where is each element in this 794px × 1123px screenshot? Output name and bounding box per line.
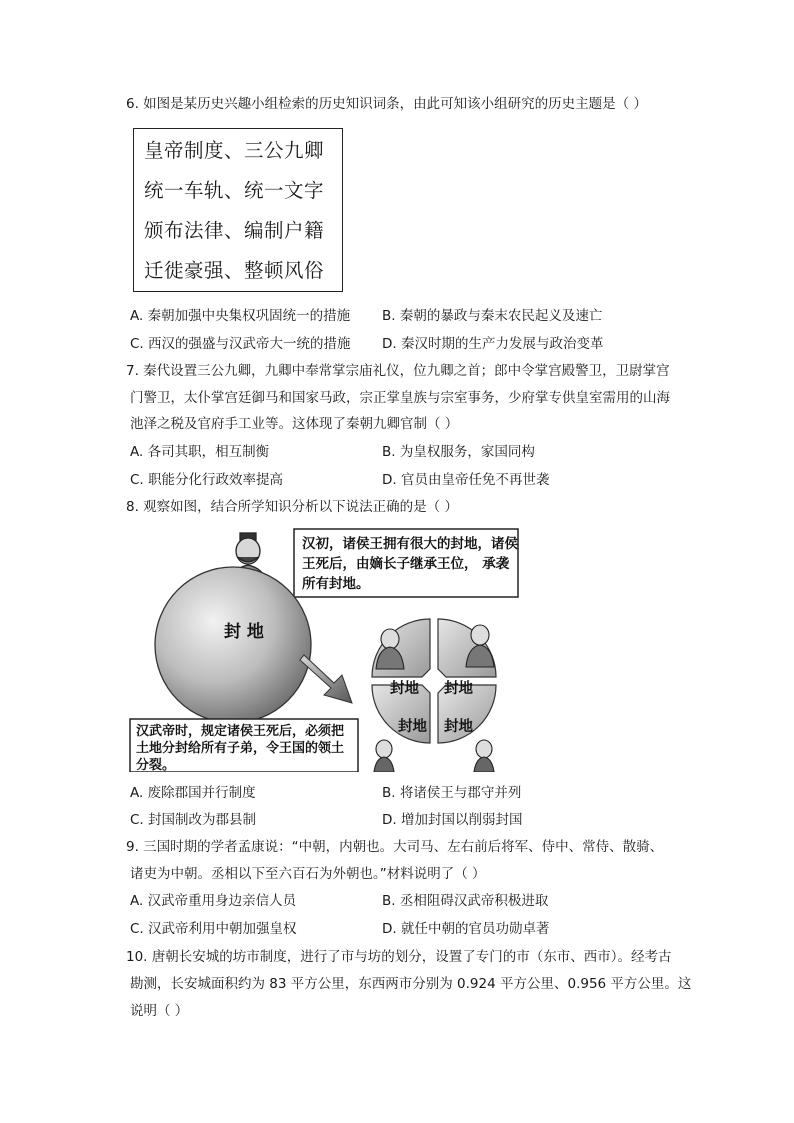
q7-stem-line: 门警卫，太仆掌宫廷御马和国家马政，宗正掌皇族与宗室事务，少府掌专供皇室需用的山海: [130, 390, 670, 406]
bottom-caption-box: [130, 719, 358, 772]
q6-option-a[interactable]: A. 秦朝加强中央集权巩固统一的措施: [130, 308, 351, 324]
top-caption-line: 所有封地。: [302, 576, 370, 592]
big-ball: [155, 567, 311, 723]
q7-option-d[interactable]: D. 官员由皇帝任免不再世袭: [382, 472, 550, 488]
q7-stem-line: 池泽之税及官府手工业等。这体现了秦朝九卿官制（ ）: [130, 416, 459, 432]
q9-stem-line: 诸吏为中朝。丞相以下至六百石为外朝也。”材料说明了（ ）: [130, 866, 486, 882]
q10-stem-line: 说明（ ）: [130, 1003, 189, 1019]
q7-option-a[interactable]: A. 各司其职，相互制衡: [130, 444, 270, 460]
q6-option-d[interactable]: D. 秦汉时期的生产力发展与政治变革: [382, 336, 604, 352]
fief-label: 封地: [398, 719, 427, 735]
q6-stem: 6. 如图是某历史兴趣小组检索的历史知识词条，由此可知该小组研究的历史主题是（ ）: [126, 96, 647, 112]
keyword-line: 皇帝制度、三公九卿: [144, 139, 325, 162]
q6-option-c[interactable]: C. 西汉的强盛与汉武帝大一统的措施: [130, 336, 351, 352]
bottom-caption-line: 汉武帝时，规定诸侯王死后，必须把: [136, 724, 345, 739]
keyword-line: 迁徙豪强、整顿风俗: [144, 259, 325, 282]
q9-option-b[interactable]: B. 丞相阻碍汉武帝积极进取: [382, 893, 549, 909]
top-caption-box: [294, 529, 518, 597]
q7-stem-line: 7. 秦代设置三公九卿，九卿中奉常掌宗庙礼仪，位九卿之首；郎中令掌宫殿警卫，卫尉掌宫: [126, 363, 670, 379]
q9-option-d[interactable]: D. 就任中朝的官员功勋卓著: [382, 921, 550, 937]
q7-option-b[interactable]: B. 为皇权服务，家国同构: [382, 444, 535, 460]
big-ball-label: 封 地: [224, 622, 264, 642]
top-caption-line: 王死后，由嫡长子继承王位， 承袭: [302, 556, 510, 572]
fief-label: 封地: [390, 681, 419, 697]
keyword-line: 颁布法律、编制户籍: [144, 219, 325, 242]
fief-label: 封地: [444, 719, 473, 735]
q8-option-b[interactable]: B. 将诸侯王与郡守并列: [382, 785, 522, 801]
q8-option-a[interactable]: A. 废除郡国并行制度: [130, 785, 256, 801]
keyword-box: [133, 128, 343, 292]
q6-option-b[interactable]: B. 秦朝的暴政与秦末农民起义及速亡: [382, 308, 603, 324]
fief-label: 封地: [444, 681, 473, 697]
q9-option-a[interactable]: A. 汉武帝重用身边亲信人员: [130, 893, 297, 909]
q10-stem-line: 勘测，长安城面积约为 83 平方公里，东西两市分别为 0.924 平方公里、0.956 平方公里。这: [130, 976, 692, 992]
keyword-line: 统一车轨、统一文字: [144, 179, 325, 202]
q8-stem: 8. 观察如图，结合所学知识分析以下说法正确的是（ ）: [126, 499, 458, 515]
q7-option-c[interactable]: C. 职能分化行政效率提高: [130, 472, 284, 488]
q9-option-c[interactable]: C. 汉武帝利用中朝加强皇权: [130, 921, 297, 937]
q8-option-d[interactable]: D. 增加封国以削弱封国: [382, 812, 523, 828]
top-caption-line: 汉初，诸侯王拥有很大的封地，诸侯: [302, 536, 518, 552]
bottom-caption-line: 分裂。: [136, 758, 176, 772]
bottom-caption-line: 土地分封给所有子弟，令王国的领土: [136, 741, 345, 756]
q8-figure: [128, 527, 521, 772]
q10-stem-line: 10. 唐朝长安城的坊市制度，进行了市与坊的划分，设置了专门的市（东市、西市）。经考古: [126, 949, 672, 965]
q9-stem-line: 9. 三国时期的学者孟康说：“中朝，内朝也。大司马、左右前后将军、侍中、常侍、散骑、: [126, 839, 664, 855]
arrow-icon: [300, 655, 352, 703]
q8-option-c[interactable]: C. 封国制改为郡县制: [130, 812, 257, 828]
